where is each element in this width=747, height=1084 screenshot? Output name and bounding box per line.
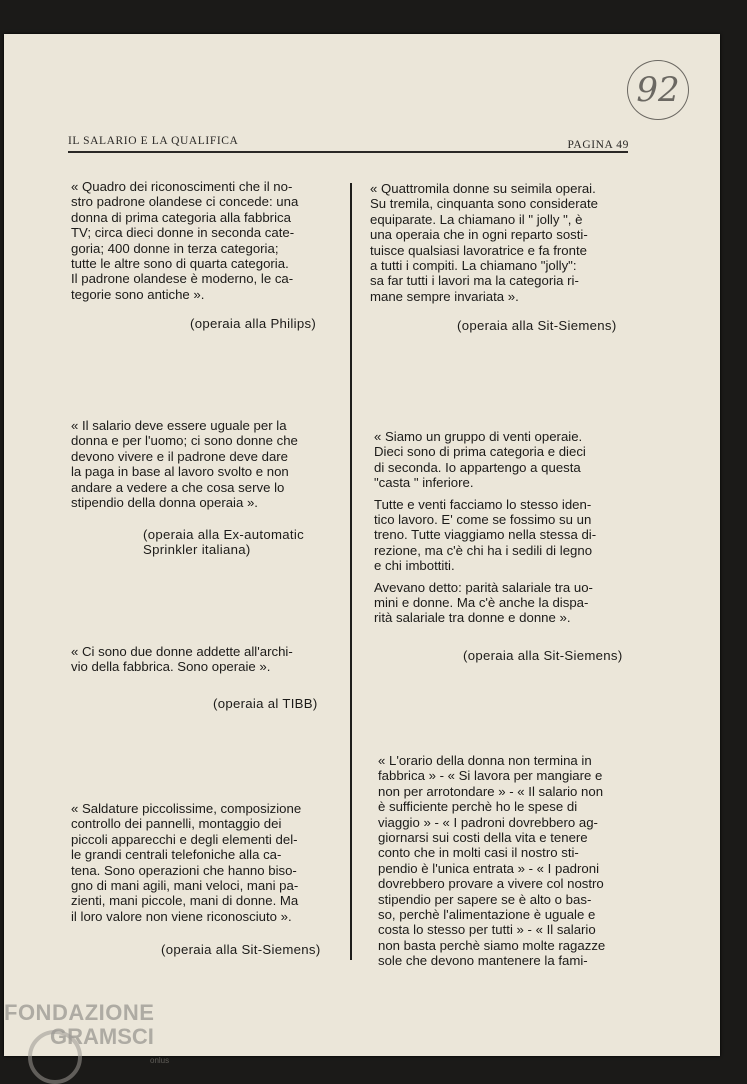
watermark-gramsci: GRAMSCI: [50, 1024, 154, 1049]
quote-saldature: « Saldature piccolissime, composizione controllo dei pannelli, montaggio dei piccoli apparecchi e degli elementi del- le grandi centrali telefoniche alla ca- tena. Sono operazioni che hanno biso- gno di mani agili, mani veloci, mani pa- zienti, mani piccole, mani di donne. Ma il loro valore non viene riconosciuto ».: [71, 801, 302, 924]
watermark-onlus: onlus: [150, 1056, 170, 1065]
column-divider: [350, 183, 352, 960]
source-sit-siemens-left: (operaia alla Sit-Siemens): [161, 942, 321, 957]
watermark-fondazione: FONDAZIONE: [4, 1000, 155, 1025]
quote-ex-automatic: « Il salario deve essere uguale per la donna e per l'uomo; ci sono donne che devono vivere e il padrone deve dare la paga in base al lavoro svolto e non andare a vedere a che cosa serve lo stipendio della donna operaia ».: [71, 418, 298, 511]
quote-venti-operaie: « Siamo un gruppo di venti operaie. Dieci sono di prima categoria e dieci di seconda. Io appartengo a questa "casta " inferiore. Tutte e venti facciamo lo stesso iden- tico lavoro. E' come se fossimo su un treno. Tutte viaggiamo nella stessa di- rezione, ma c'è chi ha i sedili di legno e chi imbottiti. Avevano detto: parità salariale tra uo- mini e donne. Ma c'è anche la dispa- rità salariale tra donne e donne ».: [374, 429, 597, 626]
source-sit-siemens-1: (operaia alla Sit-Siemens): [457, 318, 617, 333]
quote-tibb: « Ci sono due donne addette all'archi- vio della fabbrica. Sono operaie ».: [71, 644, 293, 675]
source-sit-siemens-2: (operaia alla Sit-Siemens): [463, 648, 623, 663]
running-header-page: PAGINA 49: [567, 139, 629, 151]
header-rule: [68, 151, 628, 153]
quote-orario: « L'orario della donna non termina in fabbrica » - « Si lavora per mangiare e non per arrotondare » - « Il salario non è sufficiente perchè ho le spese di viaggio » - « I padroni dovrebbero ag- giornarsi sui costi della vita e tenere conto che in molti casi il nostro sti- pendio è l'unica entrata » - « I padroni dovrebbero provare a vivere col nostro stipendio per sapere se è alto o bas- so, perchè l'alimentazione è uguale e costa lo stesso per tutti » - « Il salario non basta perchè siamo molte ragazze sole che devono mantenere la fami-: [378, 753, 606, 969]
quote-philips: « Quadro dei riconoscimenti che il no- stro padrone olandese ci concede: una donna di prima categoria alla fabbrica TV; circa dieci donne in seconda cate- goria; 400 donne in terza categoria; tutte le altre sono di quarta categoria. Il padrone olandese è moderno, le ca- tegorie sono antiche ».: [71, 179, 299, 302]
source-tibb: (operaia al TIBB): [213, 696, 318, 711]
running-header-title: IL SALARIO E LA QUALIFICA: [68, 135, 239, 147]
source-ex-automatic: (operaia alla Ex-automatic Sprinkler italiana): [143, 527, 304, 558]
handwritten-page-number: 92: [627, 60, 689, 120]
quote-quattromila: « Quattromila donne su seimila operai. Su tremila, cinquanta sono considerate equiparate. La chiamano il " jolly ", è una operaia che in ogni reparto sosti- tuisce qualsiasi lavoratrice e fa fronte a tutti i compiti. La chiamano "jolly": sa far tutti i lavori ma la categoria ri- mane sempre invariata ».: [370, 181, 598, 304]
source-philips: (operaia alla Philips): [190, 316, 317, 331]
